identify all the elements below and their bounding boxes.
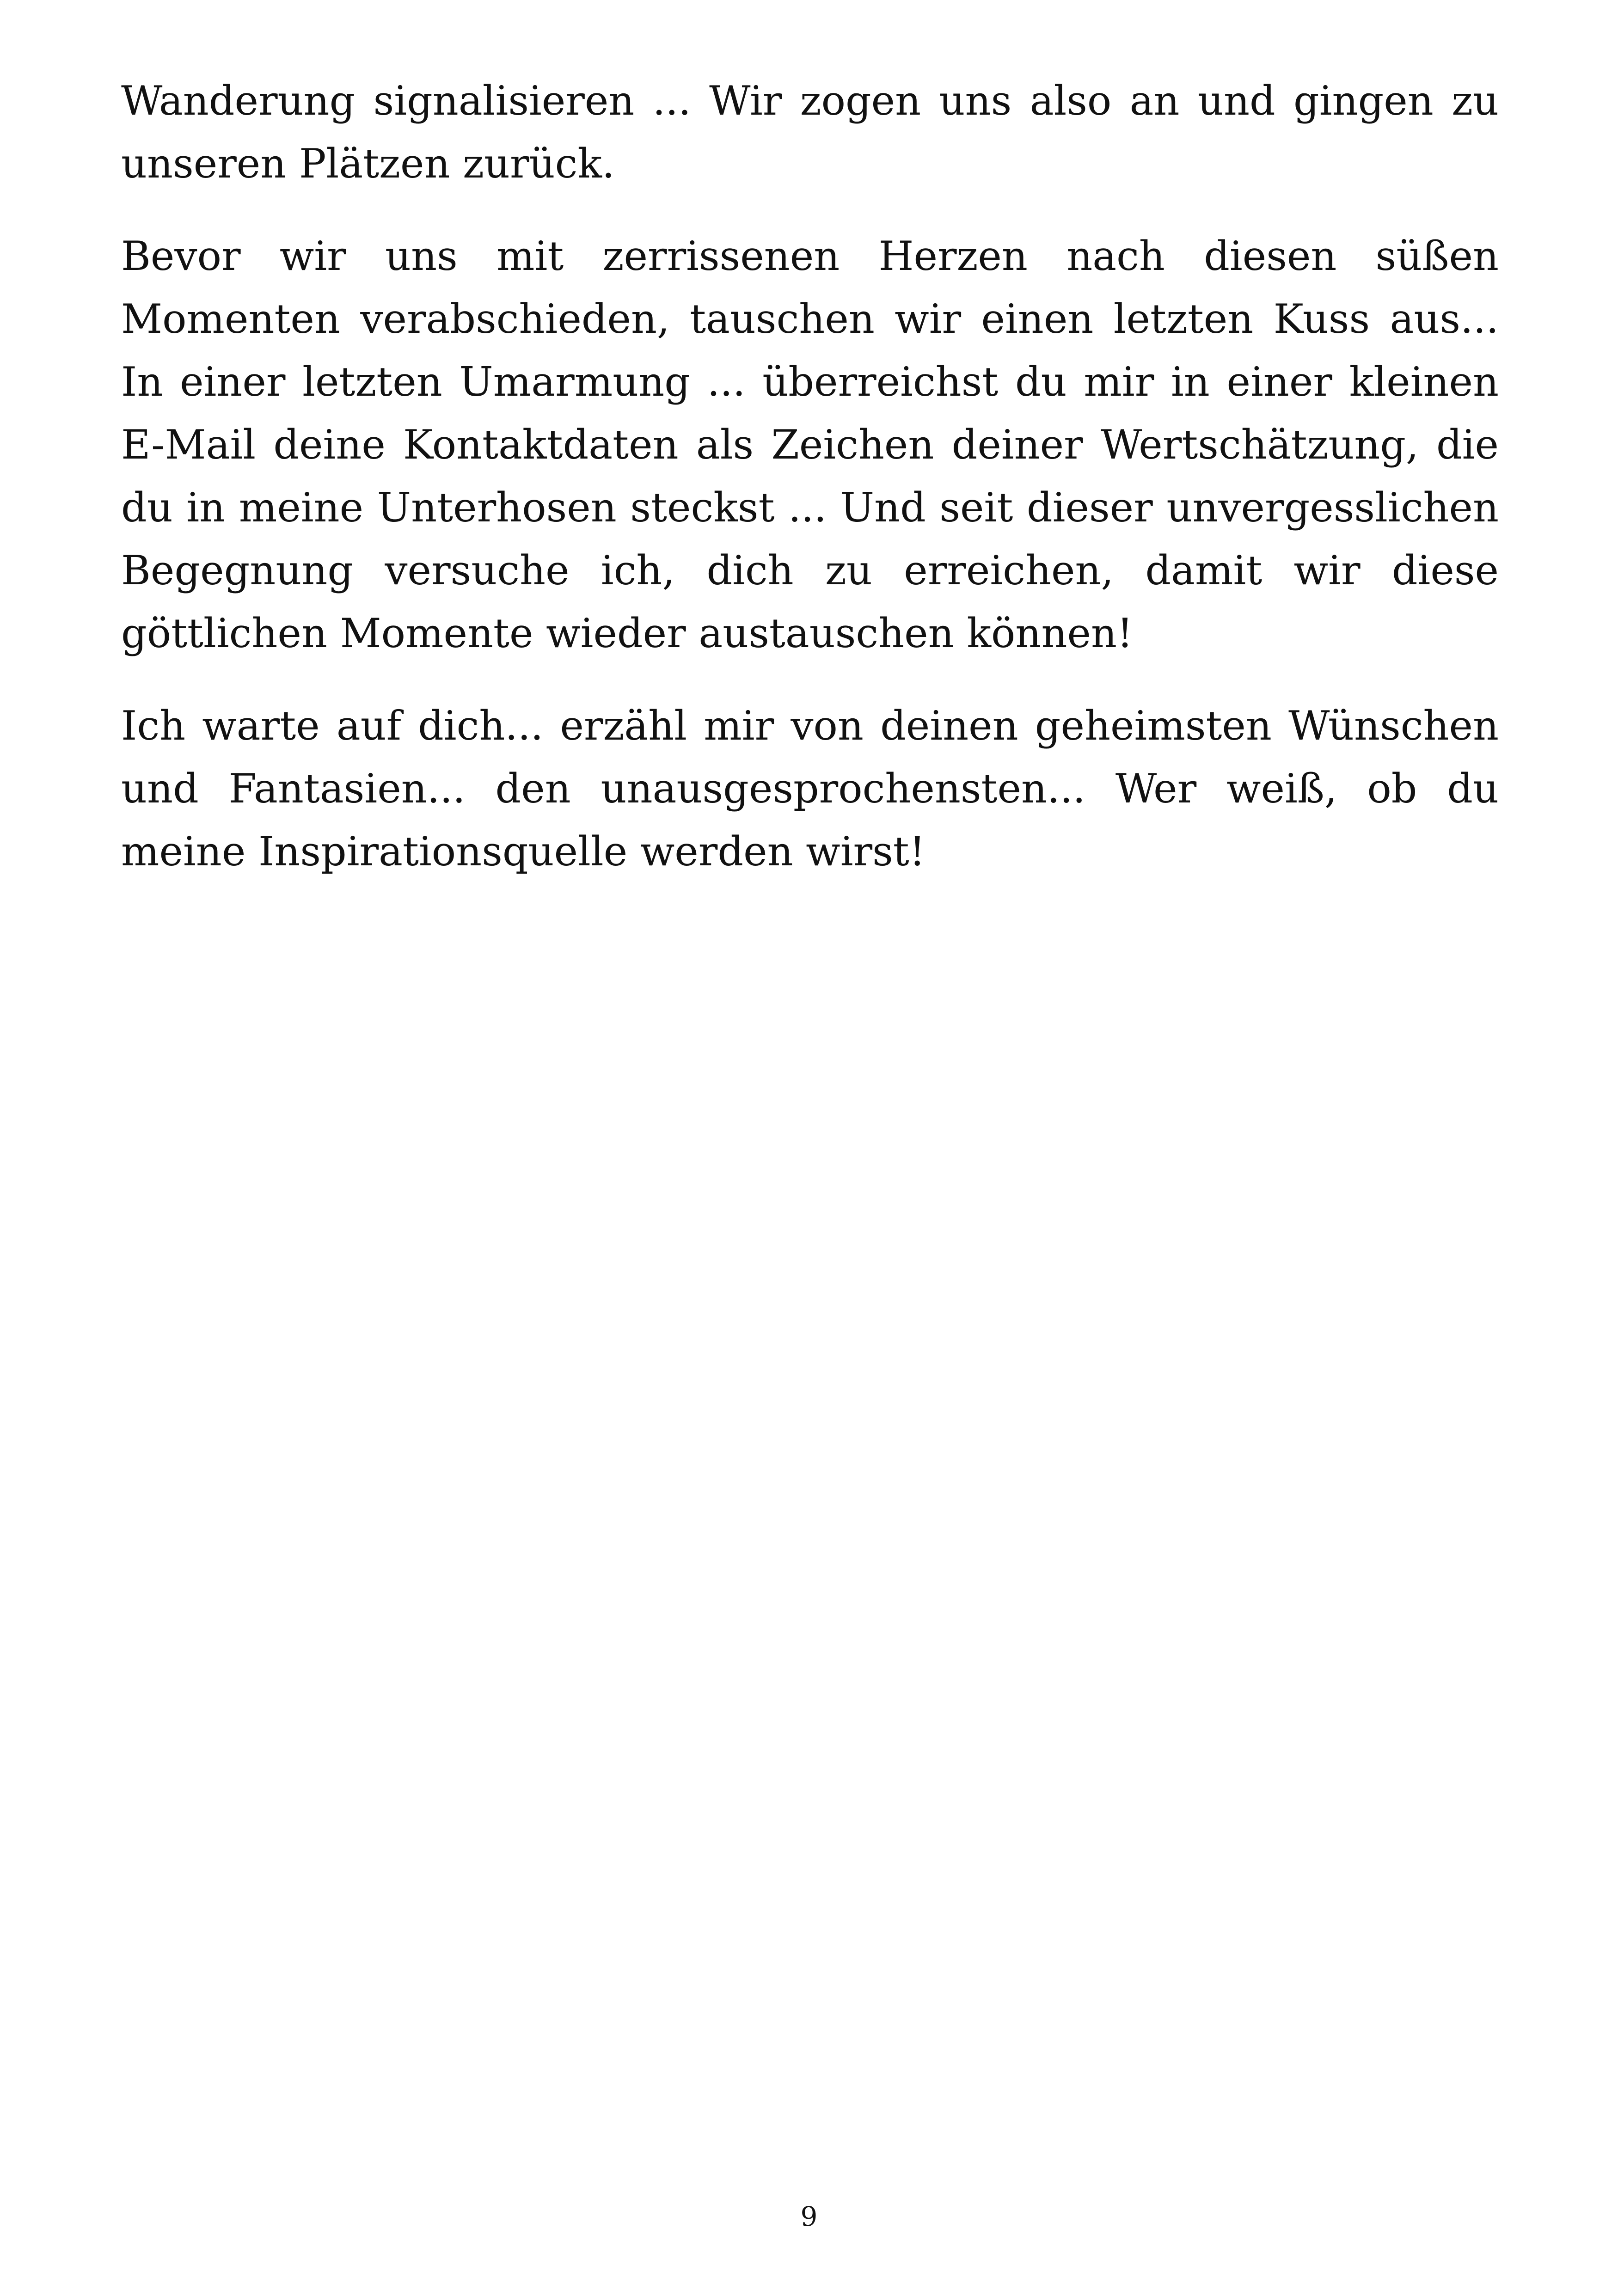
paragraph-3: Ich warte auf dich... erzähl mir von deinen geheimsten Wünschen und Fantasien... den unausgesprochensten... Wer weiß, ob du meine Inspirationsquelle werden wirst! (121, 702, 1499, 875)
paragraph-2: Bevor wir uns mit zerrissenen Herzen nach diesen süßen Momenten verabschieden, tauschen wir einen letzten Kuss aus... In einer letzten Umarmung ... überreichst du mir in einer kleinen E-Mail deine Kontaktdaten als Zeichen deiner Wertschätzung, die du in meine Unterhosen steckst ... Und seit dieser unvergesslichen Begegnung versuche ich, dich zu erreichen, damit wir diese göttlichen Momente wieder austauschen können! (121, 233, 1499, 657)
paragraph-1: Wanderung signalisieren ... Wir zogen uns also an und gingen zu unseren Plätzen zurück. (121, 77, 1499, 187)
body-text (121, 69, 1499, 912)
page-number: 9 (800, 2201, 818, 2232)
